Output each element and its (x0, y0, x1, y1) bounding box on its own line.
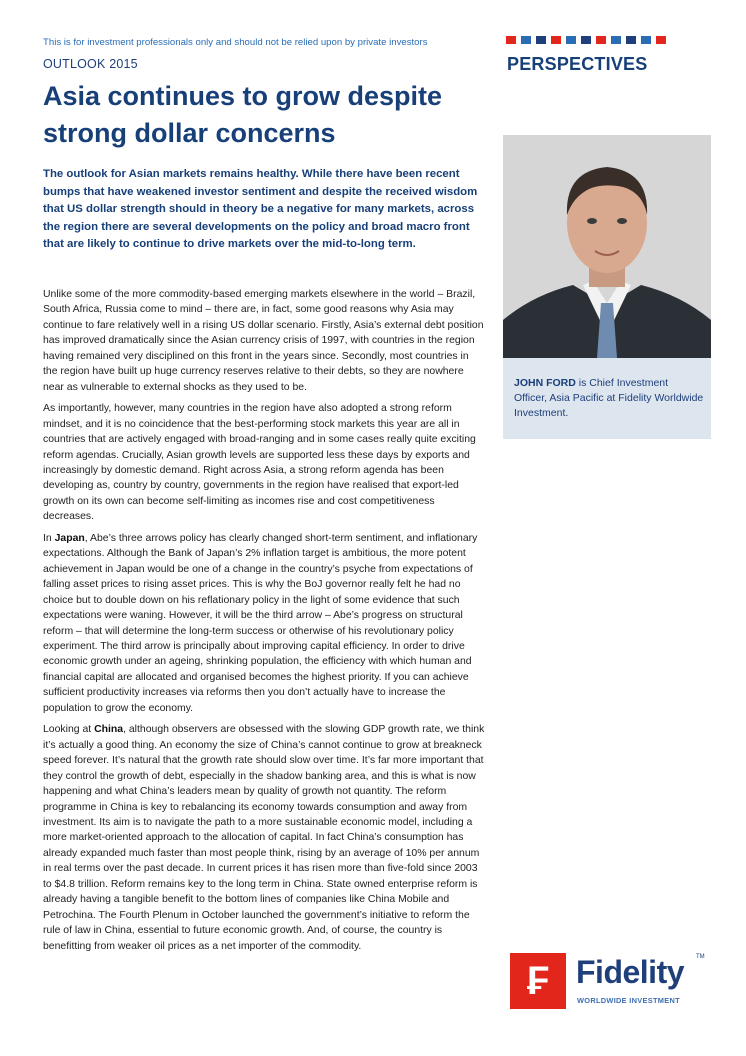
japan-keyword: Japan (54, 532, 85, 544)
brand-dash-7 (596, 36, 606, 44)
brand-dash-8 (611, 36, 621, 44)
brand-dash-1 (506, 36, 516, 44)
paragraph-3 (43, 531, 486, 716)
author-caption-box (503, 358, 711, 439)
fidelity-logo (510, 950, 710, 1012)
brand-dash-10 (641, 36, 651, 44)
author-name: JOHN FORD (514, 377, 576, 389)
author-photo (503, 135, 711, 358)
fidelity-mark-icon: ₣ (510, 953, 566, 1009)
brand-dash-bar (506, 36, 666, 44)
paragraph-3-lead: In (43, 532, 55, 544)
china-keyword: China (94, 724, 124, 736)
brand-dash-4 (551, 36, 561, 44)
trademark-symbol: TM (696, 954, 705, 960)
paragraph-4 (43, 722, 486, 954)
author-portrait-illustration (503, 135, 711, 358)
series-label: OUTLOOK 2015 (43, 57, 138, 71)
author-caption (514, 376, 704, 421)
disclaimer: This is for investment professionals only and should not be relied upon by private investors (43, 37, 428, 48)
brand-dash-5 (566, 36, 576, 44)
fidelity-tagline: WORLDWIDE INVESTMENT (577, 996, 680, 1005)
brand-dash-11 (656, 36, 666, 44)
fidelity-wordmark: Fidelity (576, 954, 685, 990)
brand-dash-6 (581, 36, 591, 44)
paragraph-2: As importantly, however, many countries in the region have also adopted a strong reform mindset, and it is no coincidence that the best-performing stock markets this year are all in countries that are actively engaged with broad-ranging and in some cases really quite exciting reform agendas. Crucially, Asian growth levels are supported less these days by exports and increasingly by domestic demand. Right across Asia, a strong reform agenda has been developing as, country by country, governments in the region have realised that export-led growth on its own can become self-limiting as incomes rise and cost competitiveness decreases. (43, 403, 476, 523)
paragraph-1: Unlike some of the more commodity-based emerging markets elsewhere in the world – Brazil, South Africa, Russia come to mind – there are, in fact, some good reasons why Asia may continue to fare relatively well in a rising US dollar scenario. Firstly, Asia’s external debt position has improved dramatically since the Asian currency crisis of 1997, with countries in the region having remained very disciplined on this front in the years since. Secondly, most countries in the region have built up huge currency reserves relative to their debts, so they are nowhere near as vulnerable to external shocks as they used to be. (43, 289, 484, 393)
section-label: PERSPECTIVES (507, 54, 648, 74)
brand-dash-9 (626, 36, 636, 44)
brand-dash-3 (536, 36, 546, 44)
article-title: Asia continues to grow despite strong dollar concerns (43, 81, 443, 148)
paragraph-3-text: , Abe’s three arrows policy has clearly changed short-term sentiment, and inflationary expectations. Although the Bank of Japan’s 2% inflation target is ambitious, the more potent achievement in Japan would be one of a change in the country’s psyche from expectations of falling asset prices to rising asset prices. This is why the BoJ governor really felt he had no choice but to double down on his reflationary policy in the light of some evidence that such expectations were waning. However, it will be the third arrow – Abe’s progress on structural reform – that will determine the long-term success or otherwise of his revolutionary policy experiment. The third arrow is principally about improving capital efficiency. In order to drive economic growth under an ageing, shrinking population, the efficiency with which human and financial capital are allocated and organised becomes the highest priority. If you can achieve sufficient productivity increases via reforms then you don’t actually have to increase the population to grow the economy. (43, 532, 478, 714)
paragraph-4-text: , although observers are obsessed with the slowing GDP growth rate, we think it’s actually a good thing. An economy the size of China’s cannot continue to grow at breakneck speed forever. It’s natural that the growth rate should slow over time. It’s far more important that they control the growth of debt, especially in the shadow banking area, and this is what is now happening and what China’s leaders mean by quality of growth not quantity. The reform programme in China is key to rebalancing its economy towards consumption and away from investment. Its aim is to navigate the path to a more sustainable economic model, including a more market-oriented approach to the allocation of capital. In fact China’s consumption has already expanded much faster than most people think, rising by an average of 10% per annum in real terms over the past decade. In current prices it has risen more than five-fold since 2003 to $4.8 trillion. Reform remains key to the long term in China. State owned enterprise reform is already having a tangible benefit to the bottom lines of companies like China Mobile and Petrochina. The Fourth Plenum in October launched the government’s initiative to reform the rule of law in China, essential to future economic growth. And, of course, the country is benefitting from weaker oil prices as a net importer of the commodity. (43, 724, 485, 952)
article-body (43, 287, 486, 960)
author-role: is Chief Investment Officer, Asia Pacific at Fidelity Worldwide Investment. (514, 377, 704, 419)
paragraph-4-lead: Looking at (43, 724, 95, 736)
article-intro: The outlook for Asian markets remains healthy. While there have been recent bumps that have weakened investor sentiment and despite the received wisdom that US dollar strength should in theory be a negative for many markets, across the region there are several developments on the policy and broad macro front that are likely to continue to drive markets over the mid-to-long term. (43, 168, 478, 250)
brand-dash-2 (521, 36, 531, 44)
